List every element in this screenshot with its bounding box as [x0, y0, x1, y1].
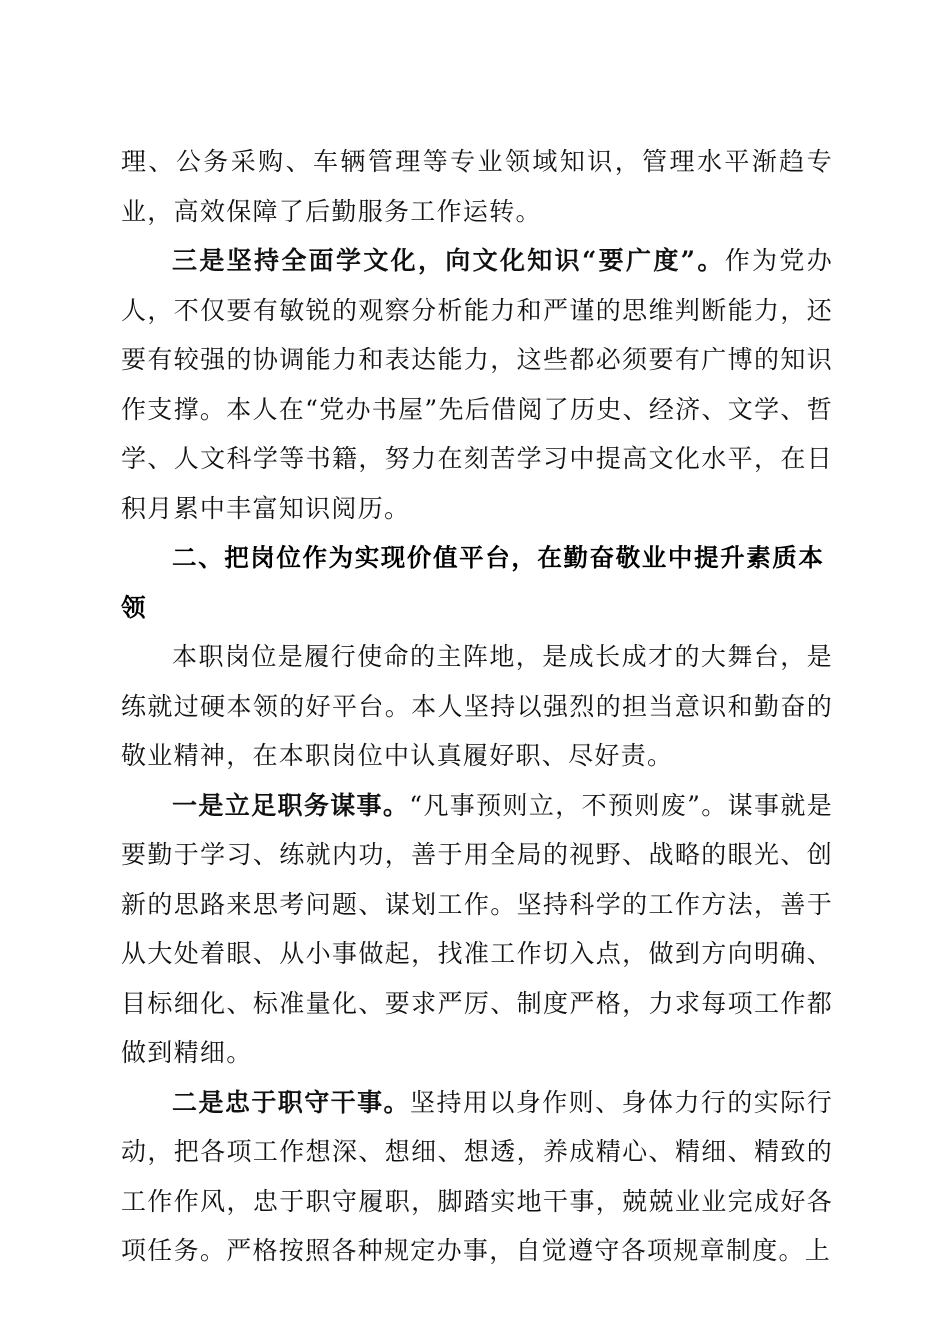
paragraph-body: 本职岗位是履行使命的主阵地，是成长成才的大舞台，是练就过硬本领的好平台。本人坚持以强烈的担当意识和勤奋的敬业精神，在本职岗位中认真履好职、尽好责。 [121, 642, 833, 770]
paragraph-body: “凡事预则立，不预则废”。谋事就是要勤于学习、练就内功，善于用全局的视野、战略的眼光、创新的思路来思考问题、谋划工作。坚持科学的工作方法，善于从大处着眼、从小事做起，找准工作切入点，做到方向明确、目标细化、标准量化、要求严厉、制度严格，力求每项工作都做到精细。 [121, 790, 833, 1067]
paragraph-culture-learning [121, 236, 833, 533]
paragraph-planning [121, 781, 833, 1078]
paragraph-body: 理、公务采购、车辆管理等专业领域知识，管理水平渐趋专业，高效保障了后勤服务工作运转。 [121, 147, 833, 226]
paragraph-post-intro [121, 632, 833, 781]
document-body [121, 137, 833, 1276]
paragraph-lead: 一是立足职务谋事。 [172, 790, 410, 820]
paragraph-lead: 三是坚持全面学文化，向文化知识“要广度”。 [172, 246, 725, 275]
paragraph-lead: 二是忠于职守干事。 [172, 1087, 411, 1117]
paragraph-duty [121, 1078, 833, 1276]
paragraph-body: 作为党办人，不仅要有敏锐的观察分析能力和严谨的思维判断能力，还要有较强的协调能力和表达能力，这些都必须要有广博的知识作支撑。本人在“党办书屋”先后借阅了历史、经济、文学、哲学、人文科学等书籍，努力在刻苦学习中提高文化水平，在日积月累中丰富知识阅历。 [121, 246, 834, 523]
section-heading: 二、把岗位作为实现价值平台，在勤奋敬业中提升素质本领 [121, 543, 825, 622]
paragraph-body: 坚持用以身作则、身体力行的实际行动，把各项工作想深、想细、想透，养成精心、精细、精致的工作作风，忠于职守履职，脚踏实地干事，兢兢业业完成好各项任务。严格按照各种规定办事，自觉遵守各项规章制度。上 [121, 1087, 833, 1265]
paragraph-continuation [121, 137, 833, 236]
